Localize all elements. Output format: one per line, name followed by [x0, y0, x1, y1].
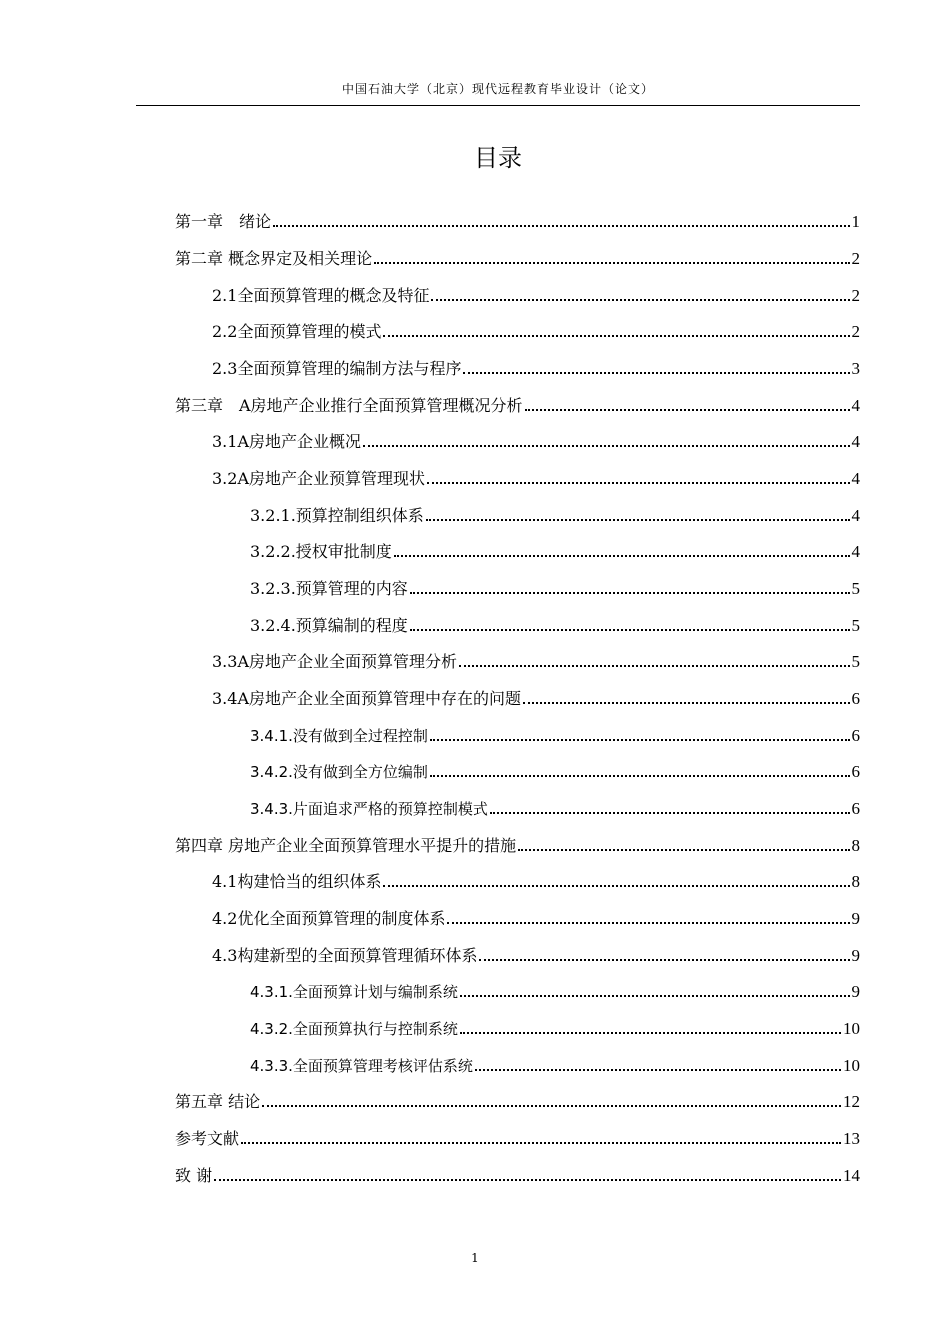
toc-leader [363, 445, 849, 447]
toc-entry-page: 12 [843, 1092, 860, 1111]
toc-leader [460, 1032, 841, 1034]
toc-entry-label: 3.4.2.没有做到全方位编制 [250, 763, 428, 781]
toc-leader [374, 262, 849, 264]
toc-entry[interactable] [250, 758, 860, 782]
toc-entry[interactable] [250, 795, 860, 819]
page-header: 中国石油大学（北京）现代远程教育毕业设计（论文） [341, 82, 654, 96]
toc-entry-page: 5 [851, 616, 860, 635]
toc-entry-label: 3.4.1.没有做到全过程控制 [250, 727, 428, 745]
toc-entry-page: 4 [851, 469, 860, 488]
toc-entry[interactable] [250, 978, 860, 1002]
toc-entry[interactable] [250, 502, 860, 526]
toc-entry-label: 4.3.1.全面预算计划与编制系统 [250, 983, 458, 1001]
toc-entry-label: 致 谢 [175, 1166, 213, 1185]
toc-leader [518, 849, 849, 851]
toc-entry-page: 4 [851, 506, 860, 525]
toc-entry-label: 2.2全面预算管理的模式 [212, 322, 382, 341]
toc-leader [383, 885, 849, 887]
toc-entry-page: 4 [851, 396, 860, 415]
toc-entry[interactable] [212, 868, 860, 892]
toc-entry[interactable] [212, 648, 860, 672]
toc-entry-page: 9 [851, 982, 860, 1001]
toc-entry[interactable] [175, 832, 860, 856]
toc-entry[interactable] [212, 465, 860, 489]
toc-entry[interactable] [212, 318, 860, 342]
toc-entry-label: 4.2优化全面预算管理的制度体系 [212, 909, 446, 928]
toc-entry-page: 9 [851, 909, 860, 928]
toc-entry-page: 6 [851, 799, 860, 818]
toc-entry-label: 3.4A房地产企业全面预算管理中存在的问题 [212, 689, 522, 708]
toc-entry[interactable] [250, 1015, 860, 1039]
toc-entry-label: 3.2.3.预算管理的内容 [250, 579, 408, 598]
toc-leader [430, 775, 850, 777]
toc-leader [262, 1105, 841, 1107]
toc-leader [460, 995, 850, 997]
toc-entry-page: 8 [851, 872, 860, 891]
toc-entry-page: 2 [851, 322, 860, 341]
toc-entry-page: 6 [851, 762, 860, 781]
page-number: 1 [471, 1251, 479, 1265]
toc-entry[interactable] [212, 905, 860, 929]
toc-entry-label: 4.3.2.全面预算执行与控制系统 [250, 1020, 458, 1038]
toc-entry-page: 2 [851, 249, 860, 268]
toc-entry[interactable] [250, 575, 860, 599]
toc-entry-page: 4 [851, 542, 860, 561]
toc-entry-page: 9 [851, 946, 860, 965]
toc-entry[interactable] [212, 942, 860, 966]
toc-entry-page: 13 [843, 1129, 860, 1148]
toc-entry-label: 第四章 房地产企业全面预算管理水平提升的措施 [175, 836, 517, 855]
toc-entry-label: 3.4.3.片面追求严格的预算控制模式 [250, 800, 488, 818]
toc-entry[interactable] [175, 245, 860, 269]
toc-entry-label: 4.3.3.全面预算管理考核评估系统 [250, 1057, 473, 1075]
toc-entry-page: 1 [851, 212, 860, 231]
toc-entry-page: 3 [851, 359, 860, 378]
toc-leader [475, 1069, 841, 1071]
toc-leader [459, 665, 849, 667]
toc-leader [431, 299, 849, 301]
toc-entry[interactable] [175, 1088, 860, 1112]
toc-entry[interactable] [250, 722, 860, 746]
toc-leader [394, 555, 850, 557]
toc-entry-label: 参考文献 [175, 1129, 240, 1148]
toc-leader [447, 922, 849, 924]
toc-entry-page: 5 [851, 579, 860, 598]
toc-entry[interactable] [212, 355, 860, 379]
toc-leader [479, 959, 849, 961]
toc-entry-label: 3.2.1.预算控制组织体系 [250, 506, 424, 525]
toc-leader [426, 519, 850, 521]
toc-entry-label: 4.1构建恰当的组织体系 [212, 872, 382, 891]
toc-entry-label: 3.2A房地产企业预算管理现状 [212, 469, 426, 488]
toc-entry-page: 4 [851, 432, 860, 451]
toc-leader [410, 629, 850, 631]
toc-entry-label: 4.3构建新型的全面预算管理循环体系 [212, 946, 478, 965]
toc-entry-label: 3.2.4.预算编制的程度 [250, 616, 408, 635]
toc-entry-page: 10 [843, 1019, 860, 1038]
toc-entry-page: 2 [851, 286, 860, 305]
toc-entry-label: 2.3全面预算管理的编制方法与程序 [212, 359, 462, 378]
toc-entry[interactable] [250, 612, 860, 636]
toc-leader [463, 372, 849, 374]
toc-leader [214, 1179, 841, 1181]
toc-entry[interactable] [212, 282, 860, 306]
toc-leader [523, 702, 849, 704]
toc-entry[interactable] [175, 392, 860, 416]
toc-entry-label: 3.1A房地产企业概况 [212, 432, 362, 451]
toc-entry-page: 10 [843, 1056, 860, 1075]
toc-entry-label: 第二章 概念界定及相关理论 [175, 249, 373, 268]
toc-leader [427, 482, 849, 484]
toc-leader [241, 1142, 841, 1144]
toc-entry-label: 2.1全面预算管理的概念及特征 [212, 286, 430, 305]
toc-leader [430, 739, 850, 741]
toc-leader [410, 592, 850, 594]
toc-entry-label: 3.2.2.授权审批制度 [250, 542, 392, 561]
toc-entry-page: 5 [851, 652, 860, 671]
toc-entry-label: 第三章 A房地产企业推行全面预算管理概况分析 [175, 396, 523, 415]
toc-entry[interactable] [250, 1052, 860, 1076]
toc-leader [273, 225, 849, 227]
toc-leader [525, 409, 850, 411]
toc-leader [383, 335, 849, 337]
toc-entry[interactable] [175, 1162, 860, 1186]
toc-entry-label: 第五章 结论 [175, 1092, 261, 1111]
toc-entry[interactable] [212, 685, 860, 709]
toc-leader [490, 812, 850, 814]
header-rule [136, 105, 860, 106]
toc-entry[interactable] [250, 538, 860, 562]
toc-entry[interactable] [212, 428, 860, 452]
toc-entry[interactable] [175, 208, 860, 232]
toc-entry-label: 3.3A房地产企业全面预算管理分析 [212, 652, 458, 671]
page-title: 目录 [474, 144, 522, 172]
toc-entry-page: 6 [851, 689, 860, 708]
toc-entry[interactable] [175, 1125, 860, 1149]
toc-entry-page: 6 [851, 726, 860, 745]
toc-entry-page: 8 [851, 836, 860, 855]
toc-entry-label: 第一章 绪论 [175, 212, 272, 231]
toc-entry-page: 14 [843, 1166, 860, 1185]
